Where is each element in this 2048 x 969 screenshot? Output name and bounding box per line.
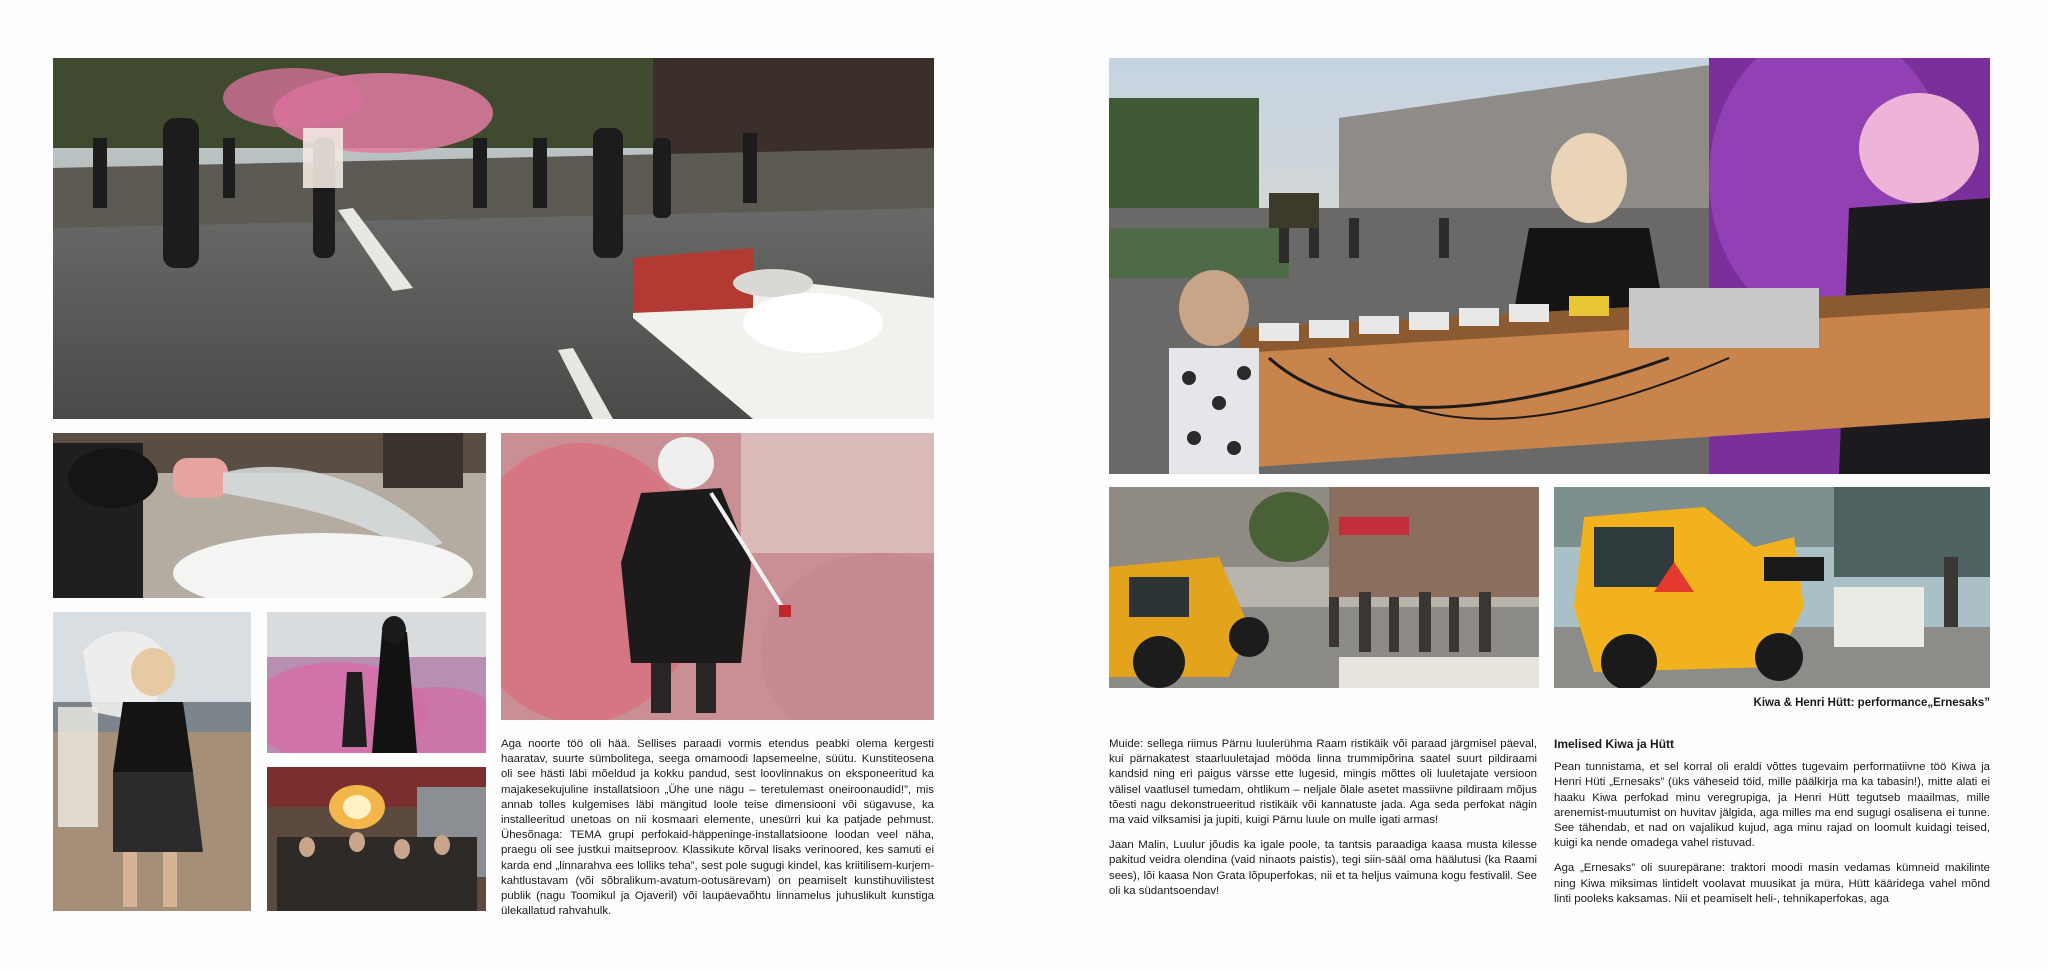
photo-jcb-tractor-crowd	[1109, 487, 1539, 688]
col2-paragraph-2: Aga „Ernesaks” oli suurepärane: traktori moodi masin vedamas kümneid makilinte ning Kiwa miksimas lintidelt voolavat muusikat ja müra, Hütt kääridega vahel mõnd linti pooleks kaksamas. Nii et peamiselt heli-, tehnikaperfokas, aga	[1554, 862, 1990, 905]
right-article-col-1	[1109, 737, 1537, 909]
photo-street-parade-bed	[53, 58, 934, 419]
photo-jcb-tractor-closeup	[1554, 487, 1990, 688]
photo-kiwa-henri-electronics	[1109, 58, 1990, 474]
col1-paragraph-1: Muide: sellega riimus Pärnu luulerühma Raam ristikäik või paraad järgmisel päeval, kui pärnakatest staarluuletajad mööda linna trummipõrina saatel suurt pildiraami kandsid ning eri paigus värsse ette lugesid, mingis mõttes oli luuletajate versioon välisel vaatlusel tumedam, ohtlikum – neljale õlale asetet massiivne pildiraam mõjus tõesti nagu dekonstrueeritud ristikäik või kannatuste jada. Aga seda perfokat nägin ma vaid vilksamisi ja jupiti, kuigi Pärnu luule on mulle igati armas!	[1109, 738, 1537, 827]
photo-angel-wings-girl	[53, 612, 251, 911]
col2-paragraph-1: Pean tunnistama, et sel korral oli eraldi võttes tugevaim performatiivne töö Kiwa ja Henri Hüti „Ernesaks” (üks väheseid töid, mille päälkirja ma ka tabasin!), mitte alati ei haaku Kiwa perfokad minu veregrupiga, ja Henri Hütt tegutseb maailmas, mille arenemist-muutumist on huvitav jälgida, aga milles ma end sugugi osalisena ei tunne. See tähendab, et nad on vajalikud kujud, aga minu rajad on loomult kuidagi teised, kuigi ka nende omadega vahel ristuvad.	[1554, 761, 1990, 850]
left-article-text	[501, 737, 934, 929]
photo-fire-performer	[267, 767, 486, 911]
photo-pink-smoke-dancers	[267, 612, 486, 753]
section-heading: Imelised Kiwa ja Hütt	[1554, 737, 1675, 751]
photo-water-pour	[53, 433, 486, 598]
left-paragraph: Aga noorte töö oli hää. Sellises paraadi vormis etendus peabki olema kergesti haaratav, suurte sümbolitega, seega omamoodi lapsemeelne, süütu. Kunstiteosena oli see hästi läbi mõeldud ja kokku pandud, sest loovlinnakus on eksponeeritud ka majakesekujuline installatsioon „Ühe une nägu – teretulemast oneiroonaudid!”, mis annab tolles kulgemises läbi mängitud loole teise dimensiooni või sügavuse, ka installeeritud unetoas on nii kosmaari elemente, unesürri kui ka patjade pehmust. Ühesõnaga: TEMA grupi perfokaid-häppeninge-installatsioone loodan veel näha, praegu oli see justkui maitseproov. Klassikute kõrval lisaks verinoored, kes samuti ei karda end „linnarahva ees lolliks teha”, sest pole sugugi kindel, kas kriitilisem-kurjem-kahtlustavam (või sõbralikum-avatum-ootusärevam) on peamiselt kunstihuvilistest publik (nagu Toomikul ja Ojaveril) või laupäevaõhtu linnamelus juhuslikult kunstiga ülekallatud rahvahulk.	[501, 738, 934, 918]
right-article-col-2	[1554, 737, 1990, 917]
right-page	[1024, 0, 2048, 969]
photo-caption: Kiwa & Henri Hütt: performance„Ernesaks”	[1753, 697, 1990, 709]
photo-pink-smoke-performer	[501, 433, 934, 720]
col1-paragraph-2: Jaan Malin, Luulur jõudis ka igale poole, ta tantsis paraadiga kaasa musta kilesse pakitud veidra olendina (vaid ninaots paistis), tegi siin-sääl oma häälutusi (ka Raami sees), lõi kaasa Non Grata lõpuperfokas, nii et ta heljus vaimuna kogu festivalil. See oli ka südantsoendav!	[1109, 839, 1537, 897]
